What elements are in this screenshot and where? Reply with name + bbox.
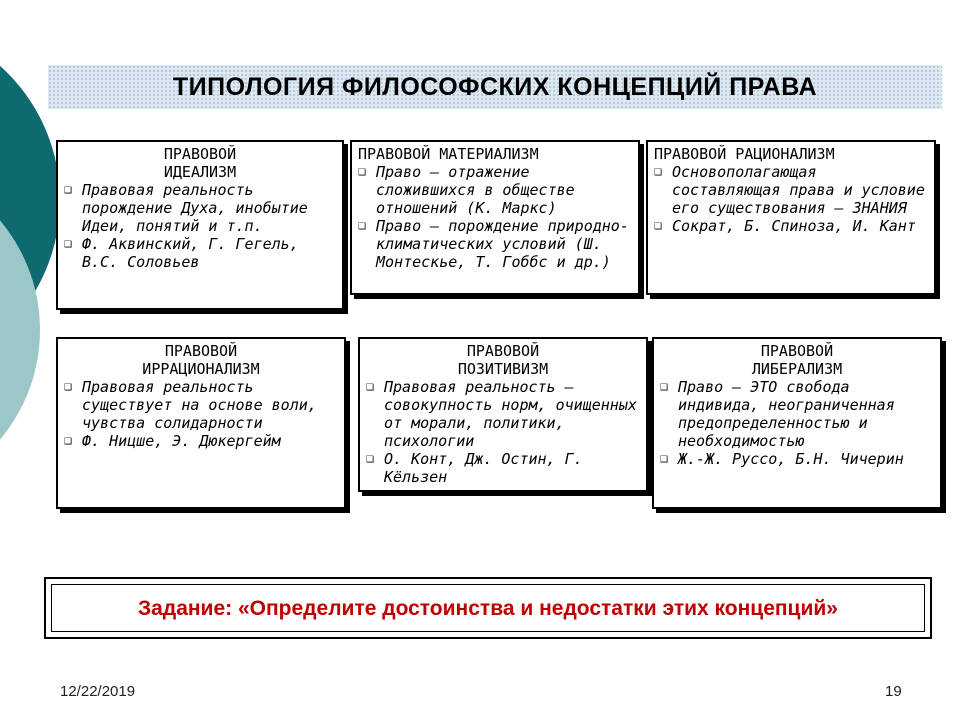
concept-box-item	[654, 163, 928, 217]
concept-box-item-text: Право – ЭТО свобода индивида, неограниченная предопределенностью и необходимостью	[678, 378, 895, 450]
concept-box-item	[366, 450, 640, 486]
task-box	[44, 577, 932, 639]
concept-box-item-text: Ф. Ницше, Э. Дюкергейм	[82, 432, 281, 450]
concept-box-item	[358, 217, 632, 271]
slide-date: 12/22/2019	[60, 683, 136, 700]
concept-box-item	[366, 378, 640, 450]
concept-box-item-text: О. Конт, Дж. Остин, Г. Кёльзен	[384, 450, 583, 486]
concept-box-title: ПРАВОВОЙ ПОЗИТИВИЗМ	[457, 342, 549, 378]
title-bar	[48, 65, 942, 109]
concept-box-item-text: Правовая реальность существует на основе воли, чувства солидарности	[82, 378, 317, 432]
concept-box-liberalism	[652, 337, 942, 509]
concept-box-title: ПРАВОВОЙ ИДЕАЛИЗМ	[163, 145, 237, 181]
checkbox-bullet-icon: ❑	[660, 379, 668, 394]
concept-box-idealism	[56, 140, 344, 310]
concept-box-title: ПРАВОВОЙ РАЦИОНАЛИЗМ	[654, 145, 835, 163]
concept-box-item	[64, 181, 336, 235]
concept-box-item	[660, 450, 934, 468]
concept-box-item-text: Правовая реальность – совокупность норм, очищенных от морали, политики, психологии	[384, 378, 637, 450]
concept-box-item	[64, 432, 338, 450]
concept-box-item-text: Ж.-Ж. Руссо, Б.Н. Чичерин	[678, 450, 904, 468]
concept-box-materialism	[350, 140, 640, 295]
concept-box-item-text: Сократ, Б. Спиноза, И. Кант	[672, 217, 916, 235]
checkbox-bullet-icon: ❑	[366, 379, 374, 394]
checkbox-bullet-icon: ❑	[660, 451, 668, 466]
checkbox-bullet-icon: ❑	[358, 164, 366, 179]
checkbox-bullet-icon: ❑	[654, 164, 662, 179]
task-text: Задание: «Определите достоинства и недостатки этих концепций»	[138, 596, 838, 620]
checkbox-bullet-icon: ❑	[358, 218, 366, 233]
concept-box-item	[660, 378, 934, 450]
concept-box-item-text: Правовая реальность порождение Духа, инобытие Идеи, понятий и т.п.	[82, 181, 308, 235]
concept-box-positivism	[358, 337, 648, 492]
concept-box-item	[358, 163, 632, 217]
concept-box-irrationalism	[56, 337, 346, 509]
checkbox-bullet-icon: ❑	[64, 379, 72, 394]
concept-box-item-text: Право – порождение природно-климатических условий (Ш. Монтескье, Т. Гоббс и др.)	[376, 217, 629, 271]
checkbox-bullet-icon: ❑	[64, 182, 72, 197]
slide-number: 19	[885, 683, 902, 700]
concept-box-item	[654, 217, 928, 235]
concept-box-item-text: Право – отражение сложившихся в обществе отношений (К. Маркс)	[376, 163, 575, 217]
concept-box-item	[64, 235, 336, 271]
concept-box-rationalism	[646, 140, 936, 295]
checkbox-bullet-icon: ❑	[64, 433, 72, 448]
concept-box-title: ПРАВОВОЙ ИРРАЦИОНАЛИЗМ	[142, 342, 260, 378]
concept-box-item-text: Ф. Аквинский, Г. Гегель, В.С. Соловьев	[82, 235, 299, 271]
concept-box-title: ПРАВОВОЙ ЛИБЕРАЛИЗМ	[751, 342, 843, 378]
checkbox-bullet-icon: ❑	[64, 236, 72, 251]
slide-title: ТИПОЛОГИЯ ФИЛОСОФСКИХ КОНЦЕПЦИЙ ПРАВА	[172, 72, 818, 101]
concept-box-item-text: Основополагающая составляющая права и условие его существования – ЗНАНИЯ	[672, 163, 925, 217]
concept-box-title: ПРАВОВОЙ МАТЕРИАЛИЗМ	[358, 145, 539, 163]
checkbox-bullet-icon: ❑	[366, 451, 374, 466]
checkbox-bullet-icon: ❑	[654, 218, 662, 233]
concept-box-item	[64, 378, 338, 432]
